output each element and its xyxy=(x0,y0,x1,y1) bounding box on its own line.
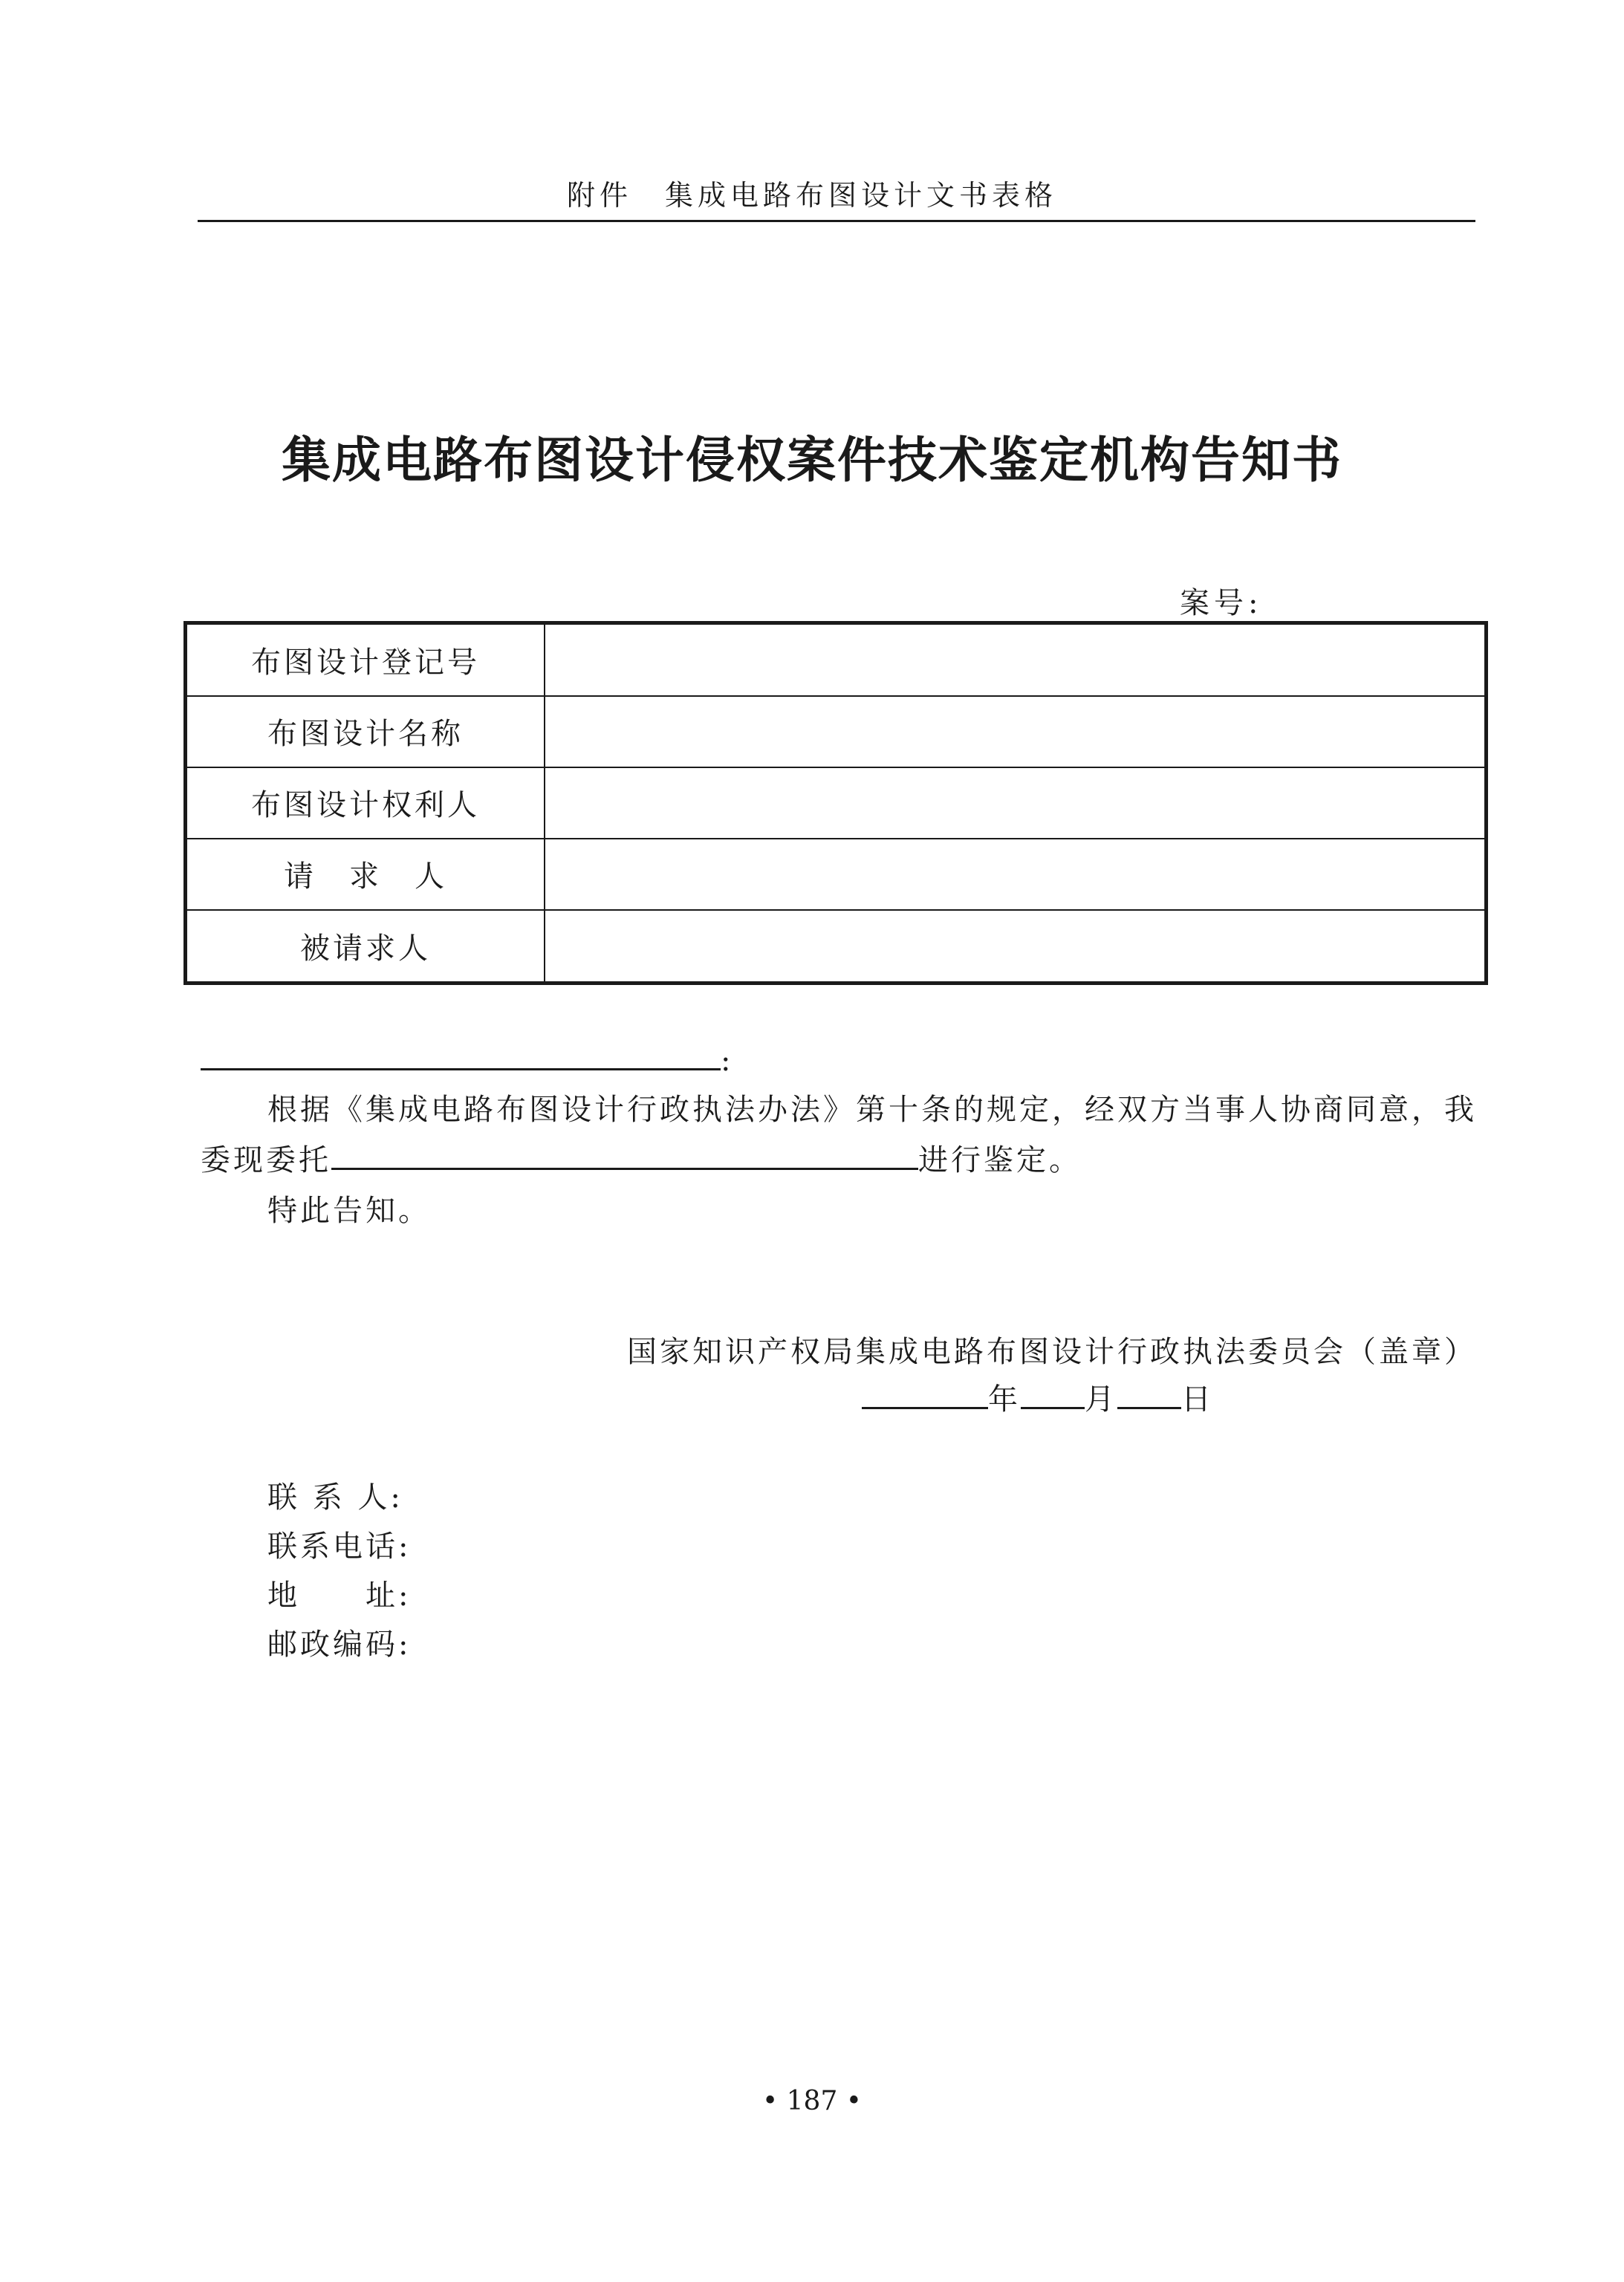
row-value-design-name[interactable] xyxy=(545,696,1487,767)
page-header: 附件 集成电路布图设计文书表格 xyxy=(566,179,1057,212)
row-value-registration-number[interactable] xyxy=(545,623,1487,696)
paragraph-line-1: 根据《集成电路布图设计行政执法办法》第十条的规定，经双方当事人协商同意，我 xyxy=(267,1093,1477,1127)
appraisal-institution-blank[interactable] xyxy=(331,1138,918,1170)
info-table xyxy=(183,621,1488,985)
contact-person-label: 联 系 人: xyxy=(267,1480,403,1515)
day-label: 日 xyxy=(1181,1382,1214,1417)
year-blank[interactable] xyxy=(862,1377,988,1409)
page-number: • 187 • xyxy=(761,2086,863,2116)
addressee-blank[interactable] xyxy=(201,1038,721,1070)
closing-text: 特此告知。 xyxy=(267,1194,431,1228)
row-label-respondent: 被请求人 xyxy=(186,910,545,984)
table-row xyxy=(186,696,1487,767)
issuer-seal-line: 国家知识产权局集成电路布图设计行政执法委员会（盖章） xyxy=(627,1335,1477,1369)
entrust-suffix: 进行鉴定。 xyxy=(918,1143,1082,1177)
month-blank[interactable] xyxy=(1021,1377,1085,1409)
addressee-colon: : xyxy=(721,1044,734,1078)
row-label-registration-number: 布图设计登记号 xyxy=(186,623,545,696)
paragraph-line-2 xyxy=(201,1137,1082,1179)
entrust-prefix: 委现委托 xyxy=(201,1143,331,1177)
case-number-label: 案号: xyxy=(1180,586,1263,620)
header-rule xyxy=(198,220,1475,222)
table-row xyxy=(186,839,1487,910)
addressee-line xyxy=(201,1038,733,1078)
row-label-right-holder: 布图设计权利人 xyxy=(186,767,545,839)
row-value-requester[interactable] xyxy=(545,839,1487,910)
month-label: 月 xyxy=(1085,1382,1117,1417)
row-label-requester: 请 求 人 xyxy=(186,839,545,910)
date-line xyxy=(862,1376,1214,1418)
contact-phone-label: 联系电话: xyxy=(267,1530,412,1564)
day-blank[interactable] xyxy=(1117,1377,1181,1409)
contact-address-label: 地 址: xyxy=(267,1579,412,1613)
row-value-right-holder[interactable] xyxy=(545,767,1487,839)
row-label-design-name: 布图设计名称 xyxy=(186,696,545,767)
document-title: 集成电路布图设计侵权案件技术鉴定机构告知书 xyxy=(282,432,1342,489)
table-row xyxy=(186,623,1487,696)
contact-postcode-label: 邮政编码: xyxy=(267,1628,412,1662)
row-value-respondent[interactable] xyxy=(545,910,1487,984)
table-row xyxy=(186,767,1487,839)
table-row xyxy=(186,910,1487,984)
year-label: 年 xyxy=(988,1382,1021,1417)
